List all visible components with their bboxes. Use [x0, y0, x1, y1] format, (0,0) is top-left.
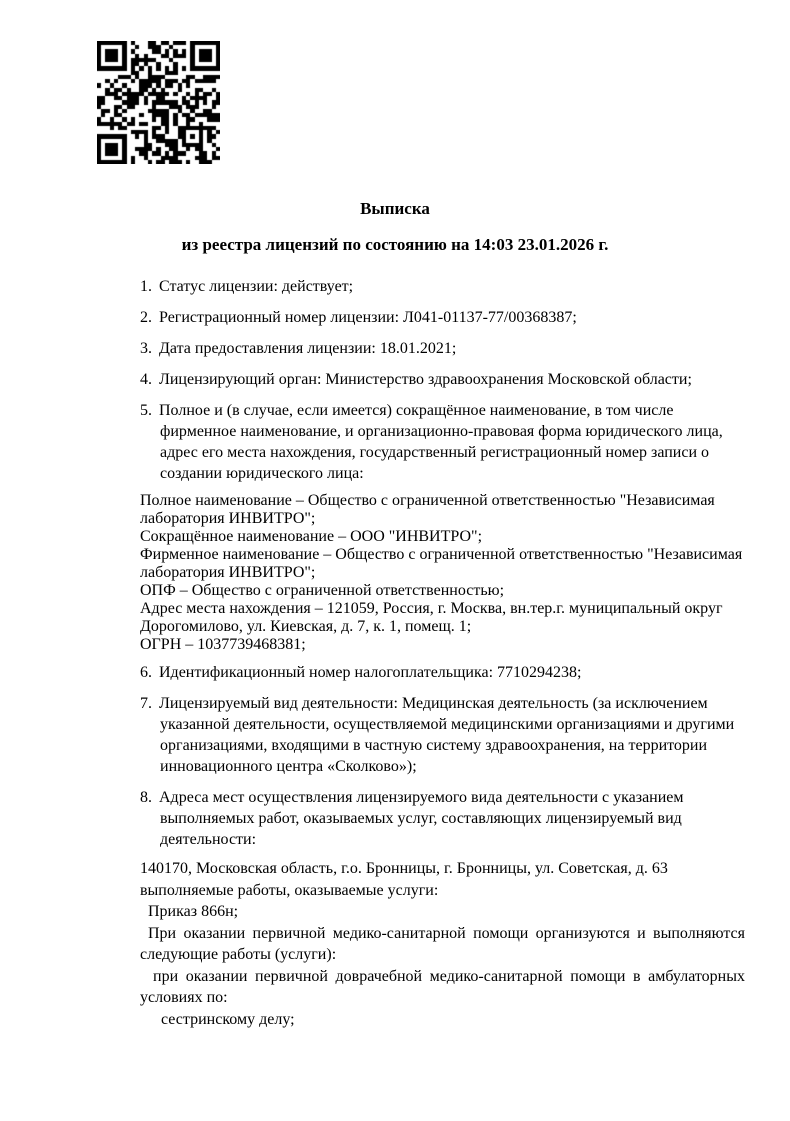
facility-block: [140, 858, 745, 1030]
item-number: 5.: [140, 402, 152, 419]
document-body: [140, 276, 745, 1030]
registration-number-item: [140, 307, 745, 328]
facility-address: 140170, Московская область, г.о. Бронницы, г. Бронницы, ул. Советская, д. 63: [140, 860, 668, 877]
item-text: Регистрационный номер лицензии: Л041-01137-77/00368387;: [159, 309, 577, 326]
inn-item: [140, 662, 745, 683]
order-866n-line: Приказ 866н;: [148, 903, 239, 920]
item-text: Дата предоставления лицензии: 18.01.2021;: [159, 340, 457, 357]
item-text: Полное и (в случае, если имеется) сокращённое наименование, в том числе фирменное наименование, и организационно-правовая форма юридического лица, адрес его места нахождения, государственный регистрационный номер записи о создании юридического лица:: [159, 402, 723, 482]
primary-care-works-paragraph: При оказании первичной медико-санитарной помощи организуются и выполняются следующие работы (услуги):: [140, 924, 745, 963]
license-status-item: [140, 276, 745, 297]
item-number: 8.: [140, 789, 152, 806]
entity-name-item: [140, 400, 745, 484]
item-text: Лицензируемый вид деятельности: Медицинская деятельность (за исключением указанной деятельности, осуществляемой медицинскими организациями и другими организациями, входящими в частную систему здравоохранения, на территории инновационного центра «Сколково»);: [159, 695, 735, 775]
item-number: 2.: [140, 309, 152, 326]
item-text: Адреса мест осуществления лицензируемого вида деятельности с указанием выполняемых работ, оказываемых услуг, составляющих лицензируемый вид деятельности:: [159, 789, 684, 848]
qr-code-icon: [97, 41, 220, 164]
item-text: Идентификационный номер налогоплательщика: 7710294238;: [159, 664, 582, 681]
item-text: Статус лицензии: действует;: [159, 278, 354, 295]
works-services-label: выполняемые работы, оказываемые услуги:: [140, 881, 439, 899]
full-name-line: Полное наименование – Общество с ограниченной ответственностью "Независимая лаборатория ИНВИТРО";: [140, 492, 715, 527]
licensed-activity-item: [140, 693, 745, 777]
nursing-care-item: сестринскому делу;: [161, 1010, 295, 1028]
legal-address-line: Адрес места нахождения – 121059, Россия, г. Москва, вн.тер.г. муниципальный округ Дорогомилово, ул. Киевская, д. 7, к. 1, помещ. 1;: [140, 600, 723, 635]
item-text: Лицензирующий орган: Министерство здравоохранения Московской области;: [159, 371, 692, 388]
document-header: [0, 198, 790, 256]
pre-medical-ambulatory-paragraph: при оказании первичной доврачебной медико-санитарной помощи в амбулаторных условиях по:: [140, 967, 745, 1006]
ogrn-line: ОГРН – 1037739468381;: [140, 636, 306, 653]
short-name-line: Сокращённое наименование – ООО "ИНВИТРО";: [140, 528, 483, 545]
document-subtitle: из реестра лицензий по состоянию на 14:03 23.01.2026 г.: [181, 235, 609, 254]
item-number: 3.: [140, 340, 152, 357]
activity-addresses-item: [140, 787, 745, 850]
brand-name-line: Фирменное наименование – Общество с ограниченной ответственностью "Независимая лаборатория ИНВИТРО";: [140, 546, 743, 581]
item-number: 4.: [140, 371, 152, 388]
license-date-item: [140, 338, 745, 359]
item-number: 1.: [140, 278, 152, 295]
document-title: Выписка: [360, 199, 430, 218]
item-number: 6.: [140, 664, 152, 681]
organization-details-block: [140, 492, 745, 654]
legal-form-line: ОПФ – Общество с ограниченной ответственностью;: [140, 582, 505, 599]
item-number: 7.: [140, 695, 152, 712]
licensing-authority-item: [140, 369, 745, 390]
